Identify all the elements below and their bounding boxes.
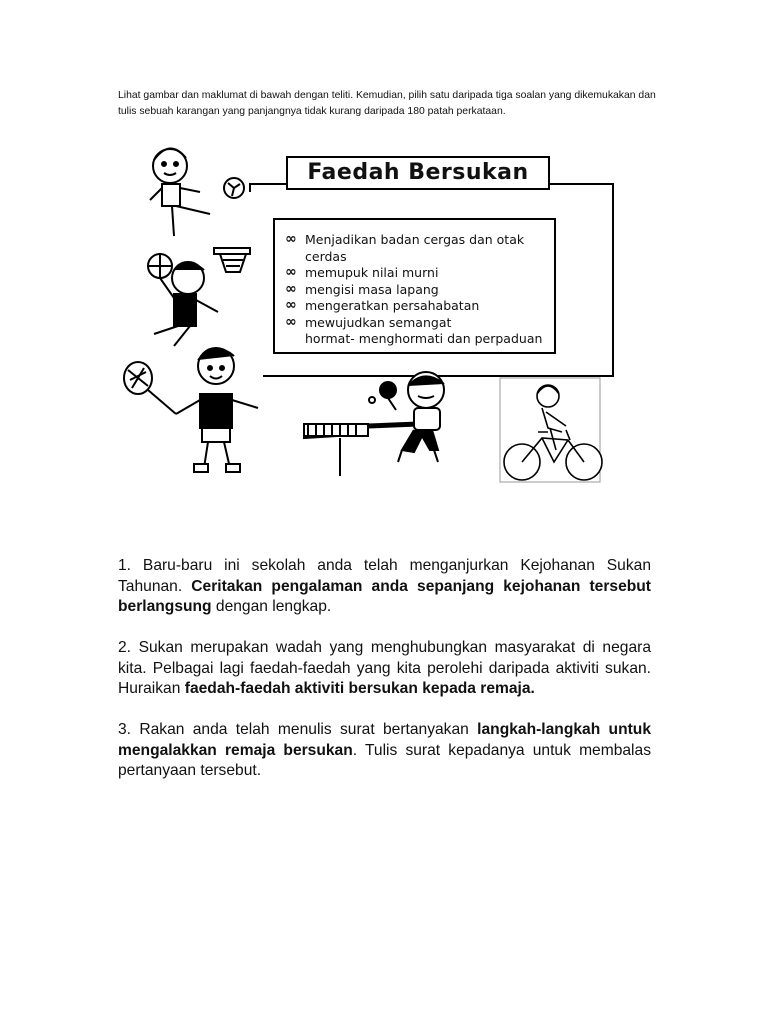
- cyclist-icon: [500, 378, 602, 482]
- benefit-continuation: hormat- menghormati dan perpaduan: [305, 331, 543, 346]
- question-number: 3.: [118, 721, 132, 738]
- pingpong-boy-icon: [304, 372, 444, 476]
- infinity-bullet-icon: ∞: [285, 264, 297, 280]
- figure-title: Faedah Bersukan: [286, 156, 550, 190]
- question-2: 2. Sukan merupakan wadah yang menghubungkan masyarakat di negara kita. Pelbagai lagi faedah-faedah yang kita perolehi daripada aktiviti sukan. Huraikan faedah-faedah aktiviti bersukan kepada remaja.: [118, 639, 651, 697]
- sports-figure: [118, 128, 618, 488]
- instruction-text: Lihat gambar dan maklumat di bawah dengan teliti. Kemudian, pilih satu daripada tiga soalan yang dikemukakan dan tulis sebuah karangan yang panjangnya tidak kurang daripada 180 patah perkataan.: [118, 90, 656, 117]
- football-girl-icon: [150, 148, 244, 236]
- benefit-item: ∞ mengeratkan persahabatan: [285, 297, 480, 313]
- benefit-list: [285, 232, 554, 348]
- benefit-item: ∞ mengisi masa lapang: [285, 280, 439, 297]
- infinity-bullet-icon: ∞: [285, 231, 297, 247]
- benefit-item: ∞ memupuk nilai murni: [285, 264, 439, 280]
- question-3: 3. Rakan anda telah menulis surat bertanyakan langkah-langkah untuk mengalakkan remaja bersukan. Tulis surat kepadanya untuk membalas pertanyaan tersebut.: [118, 721, 651, 779]
- question-number: 1.: [118, 557, 132, 574]
- benefit-item: ∞ mewujudkan semangat hormat- menghormati dan perpaduan: [285, 315, 554, 348]
- infinity-bullet-icon: ∞: [285, 297, 297, 313]
- question-number: 2.: [118, 639, 132, 656]
- benefit-item: ∞ Menjadikan badan cergas dan otak cerdas: [285, 231, 525, 264]
- infinity-bullet-icon: ∞: [285, 313, 297, 330]
- question-list: [118, 556, 651, 802]
- badminton-boy-icon: [124, 348, 258, 472]
- infinity-bullet-icon: ∞: [285, 280, 297, 297]
- question-1: 1. Baru-baru ini sekolah anda telah menganjurkan Kejohanan Sukan Tahunan. Ceritakan pengalaman anda sepanjang kejohanan tersebut berlangsung dengan lengkap.: [118, 557, 651, 615]
- benefit-box: [273, 218, 556, 354]
- basketball-boy-icon: [148, 248, 250, 346]
